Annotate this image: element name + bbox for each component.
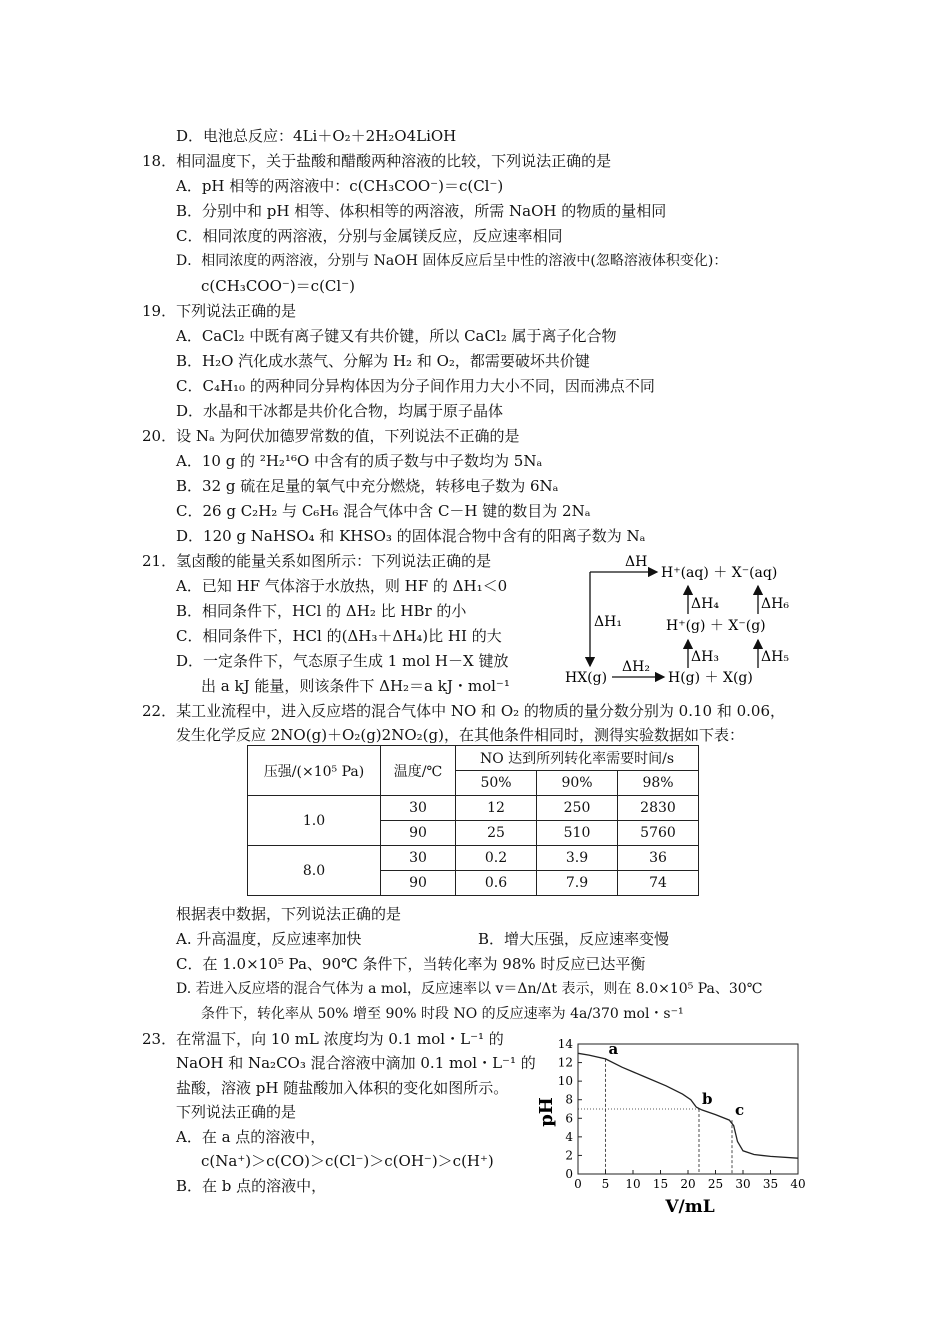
q22-option-d-cont: 条件下，转化率从 50% 增至 90% 时段 NO 的反应速率为 4a/370 mol・s⁻¹ (201, 1006, 684, 1022)
q21-stem: 21．氢卤酸的能量关系如图所示：下列说法正确的是 (142, 552, 492, 570)
header-pressure: 压强/(×10⁵ Pa) (248, 746, 381, 796)
q21-option-d-cont: 出 a kJ 能量，则该条件下 ΔH₂＝a kJ・mol⁻¹ (201, 677, 510, 695)
q22-stem: 22．某工业流程中，进入反应塔的混合气体中 NO 和 O₂ 的物质的量分数分别为 0.10 和 0.06， (142, 702, 785, 720)
y-tick-label: 4 (565, 1129, 573, 1144)
x-tick-label: 20 (680, 1177, 696, 1191)
q20-option-a: A．10 g 的 ²H₂¹⁶O 中含有的质子数与中子数均为 5Nₐ (176, 452, 543, 470)
q18-stem: 18．相同温度下，关于盐酸和醋酸两种溶液的比较，下列说法正确的是 (142, 152, 612, 170)
label-dh5: ΔH₅ (761, 649, 789, 665)
y-tick-label: 10 (557, 1074, 573, 1089)
data-table (247, 745, 699, 896)
table-row: 1.0 30 12 250 2830 (248, 796, 699, 821)
header-rate: 50% (456, 771, 537, 796)
label-dh4: ΔH₄ (691, 596, 719, 612)
table-row: 90 0.6 7.9 74 (248, 871, 699, 896)
label-top-state: H⁺(aq) ＋ X⁻(aq) (661, 565, 778, 581)
q20-stem: 20．设 Nₐ 为阿伏加德罗常数的值，下列说法不正确的是 (142, 427, 520, 445)
header-temp: 温度/℃ (381, 746, 456, 796)
q23-stem-3: 盐酸，溶液 pH 随盐酸加入体积的变化如图所示。 (176, 1079, 509, 1097)
q19-option-b: B．H₂O 汽化成水蒸气、分解为 H₂ 和 O₂，都需要破坏共价键 (176, 352, 590, 370)
y-tick-label: 14 (557, 1037, 573, 1051)
q22-stem-cont: 发生化学反应 2NO(g)＋O₂(g)2NO₂(g)，在其他条件相同时，测得实验数据如下表： (176, 726, 744, 744)
q19-option-c: C．C₄H₁₀ 的两种同分异构体因为分子间作用力大小不同，因而沸点不同 (176, 377, 655, 395)
q20-option-b: B．32 g 硫在足量的氧气中充分燃烧，转移电子数为 6Nₐ (176, 477, 559, 495)
x-tick-label: 25 (707, 1177, 724, 1191)
q23-stem: 23．在常温下，向 10 mL 浓度均为 0.1 mol・L⁻¹ 的 (142, 1030, 504, 1048)
point-b-label: b (702, 1090, 713, 1108)
x-tick-label: 40 (790, 1177, 806, 1191)
label-mid-state: H⁺(g) ＋ X⁻(g) (666, 618, 766, 634)
label-dh1: ΔH₁ (594, 614, 622, 630)
y-tick-label: 0 (565, 1167, 573, 1181)
header-rate: 98% (618, 771, 699, 796)
y-tick-label: 8 (565, 1092, 573, 1107)
point-c-label: c (735, 1101, 745, 1120)
q22-option-d: D. 若进入反应塔的混合气体为 a mol，反应速率以 v＝Δn/Δt 表示，则在 8.0×10⁵ Pa、30℃ (176, 981, 763, 997)
label-dh: ΔH (625, 554, 648, 570)
x-tick-label: 5 (601, 1177, 610, 1191)
x-tick-label: 0 (574, 1177, 582, 1191)
q22-lead: 根据表中数据，下列说法正确的是 (176, 905, 402, 923)
q21-option-c: C．相同条件下，HCl 的(ΔH₃＋ΔH₄)比 HI 的大 (176, 627, 502, 645)
label-dh2: ΔH₂ (622, 659, 650, 675)
q22-option-c: C．在 1.0×10⁵ Pa、90℃ 条件下，当转化率为 98% 时反应已达平衡 (176, 955, 646, 973)
energy-diagram (560, 548, 800, 696)
q18-option-c: C．相同浓度的两溶液，分别与金属镁反应，反应速率相同 (176, 227, 563, 245)
header-time: NO 达到所列转化率需要时间/s (456, 746, 699, 771)
q22-option-b: B．增大压强，反应速率变慢 (478, 930, 670, 948)
header-rate: 90% (537, 771, 618, 796)
label-dh3: ΔH₃ (691, 649, 719, 665)
q18-option-b: B．分别中和 pH 相等、体积相等的两溶液，所需 NaOH 的物质的量相同 (176, 202, 667, 220)
table-row: 8.0 30 0.2 3.9 36 (248, 846, 699, 871)
q19-stem: 19．下列说法正确的是 (142, 302, 297, 320)
x-tick-label: 15 (652, 1177, 669, 1191)
ph-curve (578, 1053, 798, 1158)
q21-option-b: B．相同条件下，HCl 的 ΔH₂ 比 HBr 的小 (176, 602, 467, 620)
q19-option-d: D．水晶和干冰都是共价化合物，均属于原子晶体 (176, 402, 504, 420)
y-tick-label: 2 (565, 1148, 573, 1163)
x-tick-label: 35 (762, 1177, 779, 1191)
q23-option-a: A．在 a 点的溶液中， (176, 1128, 326, 1146)
y-axis-label: pH (536, 1097, 557, 1127)
q23-option-b: B．在 b 点的溶液中， (176, 1177, 327, 1195)
y-tick-label: 6 (565, 1111, 573, 1126)
label-hx: HX(g) (565, 670, 608, 686)
q22-option-a: A. 升高温度，反应速率加快 (176, 930, 362, 948)
q21-option-d: D．一定条件下，气态原子生成 1 mol H－X 键放 (176, 652, 509, 670)
x-tick-label: 10 (625, 1177, 641, 1191)
q18-option-d-cont: c(CH₃COO⁻)＝c(Cl⁻) (201, 277, 355, 295)
q23-option-a-cont: c(Na⁺)＞c(CO)＞c(Cl⁻)＞c(OH⁻)＞c(H⁺) (201, 1152, 494, 1170)
ph-chart (536, 1030, 820, 1220)
label-bot-state: H(g) ＋ X(g) (668, 670, 753, 686)
q18-option-a: A．pH 相等的两溶液中：c(CH₃COO⁻)＝c(Cl⁻) (176, 177, 504, 195)
q18-option-d: D．相同浓度的两溶液，分别与 NaOH 固体反应后呈中性的溶液中(忽略溶液体积变化)： (176, 253, 728, 269)
x-tick-label: 30 (735, 1177, 751, 1191)
q21-option-a: A．已知 HF 气体溶于水放热，则 HF 的 ΔH₁＜0 (176, 577, 508, 595)
point-a-label: a (608, 1039, 619, 1058)
x-axis-label: V/mL (665, 1197, 715, 1217)
q23-stem-4: 下列说法正确的是 (176, 1103, 297, 1121)
q20-option-d: D．120 g NaHSO₄ 和 KHSO₃ 的固体混合物中含有的阳离子数为 Nₐ (176, 527, 646, 545)
q23-stem-2: NaOH 和 Na₂CO₃ 混合溶液中滴加 0.1 mol・L⁻¹ 的 (176, 1054, 536, 1072)
y-tick-label: 12 (557, 1055, 573, 1070)
label-dh6: ΔH₆ (761, 596, 789, 612)
q17-option-d: D．电池总反应：4Li＋O₂＋2H₂O4LiOH (176, 127, 457, 145)
q19-option-a: A．CaCl₂ 中既有离子键又有共价键，所以 CaCl₂ 属于离子化合物 (176, 327, 617, 345)
table-row: 90 25 510 5760 (248, 821, 699, 846)
q20-option-c: C．26 g C₂H₂ 与 C₆H₆ 混合气体中含 C－H 键的数目为 2Nₐ (176, 502, 591, 520)
